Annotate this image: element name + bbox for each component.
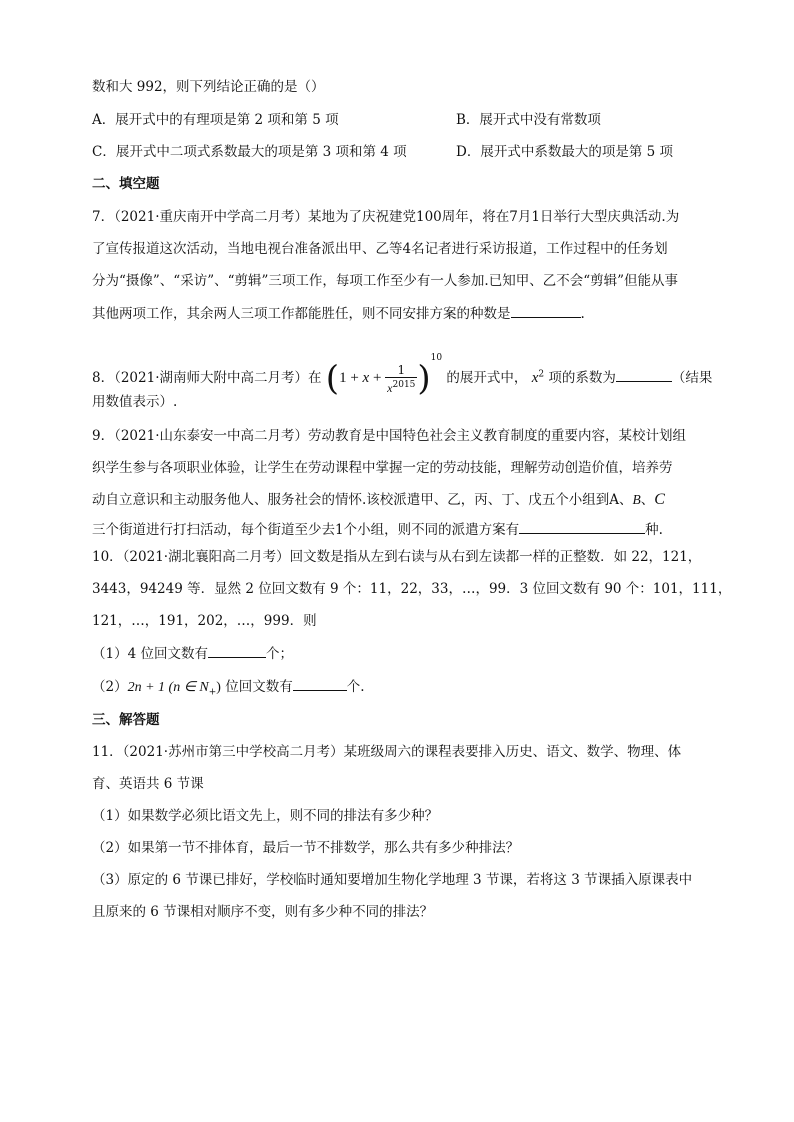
q8-term-one: 1 [339, 370, 347, 386]
q10-line-2: 3443，94249 等．显然 2 位回文数有 9 个：11，22，33，…，99．3 位回文数有 90 个：101，111， [92, 581, 732, 597]
q9-line-3-text: 动自立意识和主动服务他人、服务社会的情怀.该校派遣甲、乙，丙、丁、戊五个小组到 [92, 492, 610, 508]
q8-line-2: 用数值表示）. [92, 394, 178, 410]
q8-fraction [385, 363, 417, 395]
q10-line-3: 121，…，191，202，…，999．则 [92, 613, 317, 629]
q8-outer-exponent: 10 [430, 353, 443, 363]
q10-sub-2-label: （2） [92, 679, 128, 695]
q10-sub-1-end: 个； [265, 646, 293, 662]
q9-sep-1: 、 [619, 492, 633, 508]
section-fill-in-heading: 二、填空题 [92, 176, 160, 192]
q10-line-1: 10．（2021·湖北襄阳高二月考）回文数是指从左到右读与从右到左读都一样的正整数．如 22，121， [92, 549, 702, 565]
q8-frac-den-x: x [387, 380, 393, 395]
q7-line-1: 7．（2021·重庆南开中学高二月考）某地为了庆祝建党100周年，将在7月1日举行大型庆典活动.为 [92, 209, 680, 225]
q9-line-4 [92, 519, 663, 540]
q11-sub-1: （1）如果数学必须比语文先上，则不同的排法有多少种？ [92, 808, 439, 824]
q8-left-paren: ( [325, 358, 340, 399]
q8-answer-blank[interactable] [616, 367, 672, 382]
q8-post-text: 项的系数为 [548, 370, 616, 386]
q10-sub-2-end: 个. [346, 679, 365, 695]
q8-mid-text: 的展开式中， [446, 370, 528, 386]
q8-frac-numerator: 1 [385, 363, 417, 378]
q9-street-b: B [632, 492, 641, 507]
q10-sub-2-text: 位回文数有 [220, 679, 293, 695]
q7-line-4-end: . [580, 306, 585, 322]
q10-sub-2 [92, 676, 365, 703]
q8-x2-exp: 2 [538, 369, 545, 380]
q7-line-2: 了宣传报道这次活动，当地电视台准备派出甲、乙等4名记者进行采访报道，工作过程中的任务划 [92, 241, 668, 257]
q6-option-a: A．展开式中的有理项是第 2 项和第 5 项 [92, 112, 339, 128]
q8-plus-1: + [346, 370, 363, 386]
q9-street-c: C [654, 491, 665, 508]
q9-line-4-end: 种. [645, 522, 663, 538]
q9-answer-blank[interactable] [519, 519, 645, 534]
q11-sub-2: （2）如果第一节不排体育，最后一节不排数学，那么共有多少种排法？ [92, 840, 520, 856]
q7-line-3: 分为“摄像”、“采访”、“剪辑”三项工作，每项工作至少有一人参加.已知甲、乙不会“剪辑”但能从事 [92, 273, 679, 289]
q6-option-c: C．展开式中二项式系数最大的项是第 3 项和第 4 项 [92, 144, 407, 160]
q10-sub-2-subscript: + [208, 687, 217, 698]
q11-sub-3-line-2: 且原来的 6 节课相对顺序不变，则有多少种不同的排法？ [92, 904, 434, 920]
section-solution-heading: 三、解答题 [92, 712, 160, 728]
q9-line-4-text: 三个街道进行打扫活动，每个街道至少去1个小组，则不同的派遣方案有 [92, 522, 520, 538]
q8-tail-text: （结果 [671, 370, 713, 386]
q9-sep-2: 、 [640, 492, 655, 508]
q6-option-d: D．展开式中系数最大的项是第 5 项 [456, 144, 673, 160]
q11-line-2: 育、英语共 6 节课 [92, 776, 204, 792]
q7-answer-blank[interactable] [511, 303, 581, 318]
q9-line-2: 织学生参与各项职业体验，让学生在劳动课程中掌握一定的劳动技能，理解劳动创造价值，培养劳 [92, 460, 673, 476]
q10-sub-2-blank[interactable] [293, 676, 347, 691]
q8-right-paren: ) [417, 358, 431, 399]
q10-sub-1 [92, 643, 293, 664]
q9-street-a: A [609, 492, 620, 508]
q8-frac-den-exp: 2015 [392, 379, 416, 390]
q8-frac-denominator [385, 378, 417, 395]
q10-sub-2-close: ) [216, 680, 221, 695]
q7-line-4-text: 其他两项工作，其余两人三项工作都能胜任，则不同安排方案的种数是 [92, 306, 511, 322]
q10-sub-1-text: （1）4 位回文数有 [92, 646, 208, 662]
q11-line-1: 11．（2021·苏州市第三中学校高二月考）某班级周六的课程表要排入历史、语文、数学、物理、体 [92, 744, 682, 760]
q6-option-b: B．展开式中没有常数项 [456, 112, 601, 128]
q8-line-1 [92, 341, 713, 399]
q9-line-3 [92, 490, 665, 510]
q11-sub-3-line-1: （3）原定的 6 节课已排好，学校临时通知要增加生物化学地理 3 节课，若将这 3 节课插入原课表中 [92, 872, 693, 888]
q9-line-1: 9．（2021·山东泰安一中高二月考）劳动教育是中国特色社会主义教育制度的重要内容，某校计划组 [92, 428, 686, 444]
q6-continuation: 数和大 992，则下列结论正确的是（） [92, 79, 325, 95]
q8-x2: x [531, 370, 539, 386]
q8-plus-2: + [369, 370, 386, 386]
q10-sub-1-blank[interactable] [208, 643, 266, 658]
q8-term-x: x [362, 370, 370, 386]
q8-prefix: 8．（2021·湖南师大附中高二月考）在 [92, 370, 322, 386]
q7-line-4 [92, 303, 585, 324]
q10-sub-2-math: 2n + 1 (n ∈ N [127, 680, 209, 695]
